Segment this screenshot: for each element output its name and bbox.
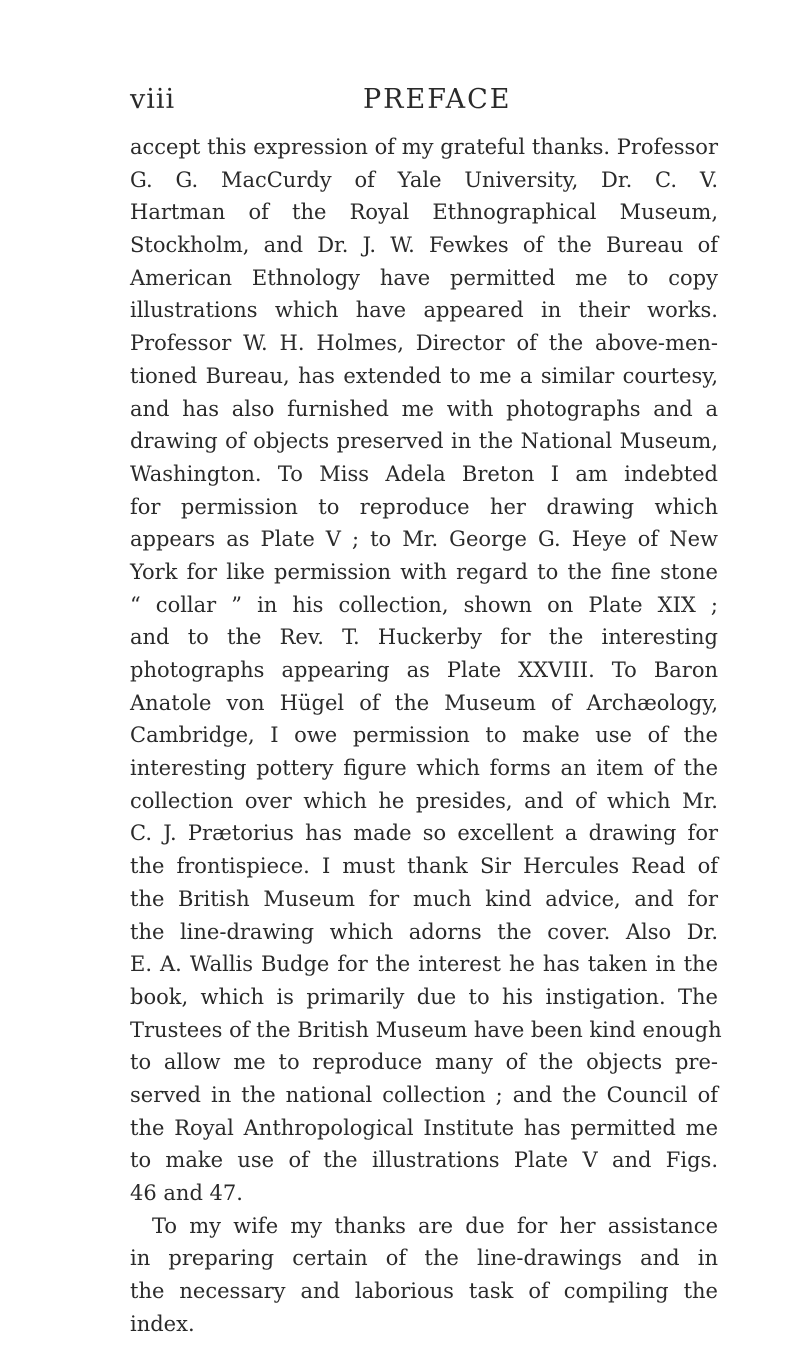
body-text (130, 131, 722, 1340)
text-line-28: Trustees of the British Museum have been kind enough (130, 1017, 722, 1042)
running-head (130, 84, 718, 124)
text-line-21: collection over which he presides, and of which Mr. (130, 788, 718, 813)
text-line-9: and has also furnished me with photographs and a (130, 396, 718, 421)
text-line-12: for permission to reproduce her drawing which (130, 494, 718, 519)
text-line-5: American Ethnology have permitted me to copy (130, 265, 718, 290)
text-line-29: to allow me to reproduce many of the objects pre- (130, 1050, 718, 1075)
text-line-13: appears as Plate V ; to Mr. George G. Heye of New (130, 527, 718, 552)
text-line-19: Cambridge, I owe permission to make use of the (130, 723, 718, 748)
text-line-36: the necessary and laborious task of compiling the (130, 1279, 718, 1304)
text-line-33: 46 and 47. (130, 1181, 243, 1205)
page-number: viii (130, 84, 176, 115)
text-line-11: Washington. To Miss Adela Breton I am indebted (130, 461, 718, 486)
text-line-7: Professor W. H. Holmes, Director of the above-men- (130, 331, 718, 356)
text-line-1: accept this expression of my grateful thanks. Professor (130, 135, 718, 159)
text-line-20: interesting pottery figure which forms an item of the (130, 756, 718, 781)
text-line-2: G. G. MacCurdy of Yale University, Dr. C. V. (130, 167, 718, 192)
text-line-31: the Royal Anthropological Institute has permitted me (130, 1115, 718, 1140)
text-line-25: the line-drawing which adorns the cover. Also Dr. (130, 919, 718, 944)
text-line-35: in preparing certain of the line-drawings and in (130, 1246, 718, 1271)
text-line-17: photographs appearing as Plate XXVIII. To Baron (130, 658, 718, 682)
text-line-23: the frontispiece. I must thank Sir Hercules Read of (130, 854, 718, 879)
text-line-30: served in the national collection ; and the Council of (130, 1082, 718, 1107)
text-line-4: Stockholm, and Dr. J. W. Fewkes of the Bureau of (130, 233, 718, 258)
text-line-22: C. J. Prætorius has made so excellent a drawing for (130, 821, 718, 846)
text-line-34: To my wife my thanks are due for her assistance (152, 1213, 718, 1238)
text-line-32: to make use of the illustrations Plate V and Figs. (130, 1148, 718, 1173)
text-line-16: and to the Rev. T. Huckerby for the interesting (130, 625, 718, 650)
text-line-10: drawing of objects preserved in the National Museum, (130, 429, 718, 454)
page-title: PREFACE (363, 84, 512, 115)
text-line-15: “ collar ” in his collection, shown on Plate XIX ; (130, 592, 718, 617)
text-line-27: book, which is primarily due to his instigation. The (130, 984, 718, 1009)
text-line-24: the British Museum for much kind advice, and for (130, 886, 718, 911)
text-line-3: Hartman of the Royal Ethnographical Museum, (130, 200, 718, 225)
text-line-8: tioned Bureau, has extended to me a similar courtesy, (130, 363, 718, 388)
text-line-18: Anatole von Hügel of the Museum of Archæology, (130, 690, 718, 715)
text-line-14: York for like permission with regard to the fine stone (130, 559, 718, 584)
text-line-37: index. (130, 1311, 195, 1336)
text-line-26: E. A. Wallis Budge for the interest he has taken in the (130, 952, 718, 977)
text-line-6: illustrations which have appeared in their works. (130, 298, 718, 323)
